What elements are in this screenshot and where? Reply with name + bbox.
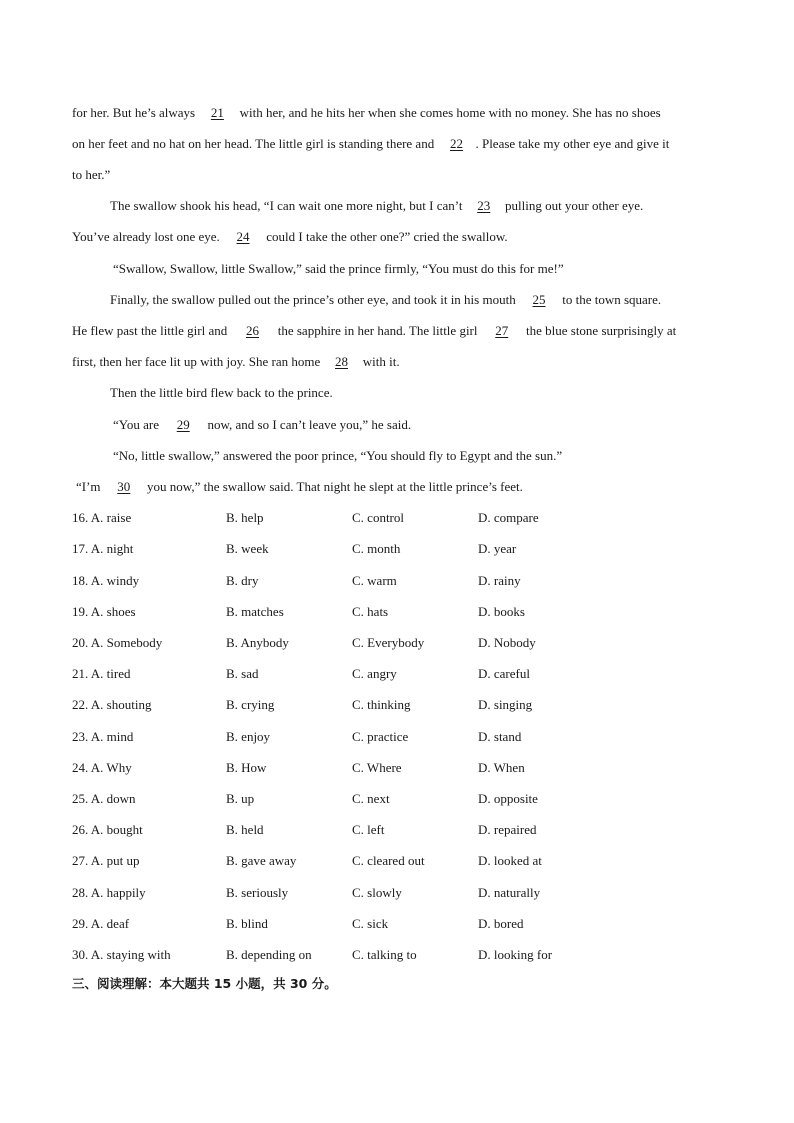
passage-text: . Please take my other eye and give it xyxy=(475,136,670,151)
option-d: D. year xyxy=(478,541,517,556)
passage-text: You’ve already lost one eye. xyxy=(72,229,224,244)
passage-text: the sapphire in her hand. The little girl xyxy=(274,323,481,338)
passage-text: pulling out your other eye. xyxy=(501,198,644,213)
blank-27: 27 xyxy=(495,323,509,338)
option-c: C. practice xyxy=(352,729,409,744)
passage-text: for her. But he’s always xyxy=(72,105,199,120)
passage-line xyxy=(76,479,523,495)
passage-line xyxy=(72,105,661,121)
option-a: 19. A. shoes xyxy=(72,604,136,619)
passage-line xyxy=(113,261,564,277)
option-d: D. Nobody xyxy=(478,635,536,650)
option-c: C. next xyxy=(352,791,390,806)
passage-text: you now,” the swallow said. That night he slept at the little prince’s feet. xyxy=(143,479,523,494)
option-d: D. stand xyxy=(478,729,522,744)
section-heading: 三、阅读理解：本大题共 15 小题，共 30 分。 xyxy=(72,976,337,991)
option-a: 16. A. raise xyxy=(72,510,132,525)
option-a: 27. A. put up xyxy=(72,853,140,868)
option-a: 18. A. windy xyxy=(72,573,140,588)
blank-30: 30 xyxy=(117,479,131,494)
passage-text: on her feet and no hat on her head. The little girl is standing there and xyxy=(72,136,438,151)
option-b: B. up xyxy=(226,791,255,806)
blank-23: 23 xyxy=(477,198,491,213)
blank-26: 26 xyxy=(245,323,259,338)
option-a: 22. A. shouting xyxy=(72,697,152,712)
passage-text: with her, and he hits her when she comes home with no money. She has no shoes xyxy=(236,105,661,120)
option-a: 24. A. Why xyxy=(72,760,132,775)
option-b: B. Anybody xyxy=(226,635,289,650)
option-d: D. singing xyxy=(478,697,533,712)
blank-21: 21 xyxy=(210,105,224,120)
option-d: D. looking for xyxy=(478,947,553,962)
passage-text: with it. xyxy=(359,354,400,369)
option-d: D. naturally xyxy=(478,885,541,900)
option-c: C. angry xyxy=(352,666,397,681)
blank-29: 29 xyxy=(176,417,190,432)
option-b: B. sad xyxy=(226,666,259,681)
option-b: B. dry xyxy=(226,573,259,588)
passage-line xyxy=(72,323,676,339)
option-c: C. Everybody xyxy=(352,635,425,650)
option-a: 28. A. happily xyxy=(72,885,146,900)
option-c: C. Where xyxy=(352,760,402,775)
option-c: C. hats xyxy=(352,604,389,619)
option-d: D. rainy xyxy=(478,573,521,588)
option-c: C. cleared out xyxy=(352,853,425,868)
option-b: B. week xyxy=(226,541,269,556)
blank-25: 25 xyxy=(532,292,546,307)
option-d: D. looked at xyxy=(478,853,542,868)
option-c: C. thinking xyxy=(352,697,411,712)
option-c: C. month xyxy=(352,541,401,556)
passage-text: The swallow shook his head, “I can wait one more night, but I can’t xyxy=(110,198,466,213)
passage-text: to her.” xyxy=(72,167,111,182)
passage-line xyxy=(113,448,562,464)
option-c: C. control xyxy=(352,510,404,525)
option-c: C. left xyxy=(352,822,385,837)
option-c: C. sick xyxy=(352,916,389,931)
option-b: B. gave away xyxy=(226,853,297,868)
option-a: 21. A. tired xyxy=(72,666,131,681)
blank-28: 28 xyxy=(335,354,349,369)
option-b: B. matches xyxy=(226,604,284,619)
option-a: 25. A. down xyxy=(72,791,136,806)
option-b: B. depending on xyxy=(226,947,312,962)
passage-text: “No, little swallow,” answered the poor prince, “You should fly to Egypt and the sun.” xyxy=(113,448,563,463)
passage-text: Then the little bird flew back to the prince. xyxy=(110,385,333,400)
passage-text: could I take the other one?” cried the swallow. xyxy=(263,229,508,244)
passage-text: “I’m xyxy=(76,479,104,494)
option-d: D. When xyxy=(478,760,525,775)
option-a: 30. A. staying with xyxy=(72,947,171,962)
option-c: C. talking to xyxy=(352,947,417,962)
passage-line xyxy=(110,198,643,214)
option-d: D. careful xyxy=(478,666,530,681)
option-a: 20. A. Somebody xyxy=(72,635,163,650)
passage-line xyxy=(72,229,508,245)
option-b: B. held xyxy=(226,822,264,837)
passage-text: Finally, the swallow pulled out the prince’s other eye, and took it in his mouth xyxy=(110,292,519,307)
passage-text: He flew past the little girl and xyxy=(72,323,231,338)
option-b: B. seriously xyxy=(226,885,289,900)
option-a: 23. A. mind xyxy=(72,729,134,744)
passage-line xyxy=(110,292,661,308)
passage-text: the blue stone surprisingly at xyxy=(522,323,677,338)
option-d: D. repaired xyxy=(478,822,537,837)
option-b: B. How xyxy=(226,760,267,775)
blank-24: 24 xyxy=(236,229,250,244)
option-a: 29. A. deaf xyxy=(72,916,130,931)
option-b: B. crying xyxy=(226,697,275,712)
option-c: C. warm xyxy=(352,573,397,588)
passage-text: to the town square. xyxy=(558,292,662,307)
passage-text: now, and so I can’t leave you,” he said. xyxy=(204,417,412,432)
passage-line xyxy=(72,167,110,183)
option-b: B. help xyxy=(226,510,264,525)
passage-line xyxy=(72,354,400,370)
blank-22: 22 xyxy=(449,136,463,151)
option-d: D. compare xyxy=(478,510,539,525)
option-d: D. bored xyxy=(478,916,524,931)
passage-text: first, then her face lit up with joy. She ran home xyxy=(72,354,324,369)
option-c: C. slowly xyxy=(352,885,402,900)
passage-line xyxy=(72,136,669,152)
option-a: 26. A. bought xyxy=(72,822,143,837)
passage-text: “Swallow, Swallow, little Swallow,” said the prince firmly, “You must do this for me!” xyxy=(113,261,564,276)
passage-text: “You are xyxy=(113,417,163,432)
option-d: D. opposite xyxy=(478,791,538,806)
passage-line xyxy=(110,385,333,401)
passage-line xyxy=(113,417,411,433)
option-b: B. blind xyxy=(226,916,268,931)
option-b: B. enjoy xyxy=(226,729,271,744)
option-d: D. books xyxy=(478,604,525,619)
option-a: 17. A. night xyxy=(72,541,134,556)
